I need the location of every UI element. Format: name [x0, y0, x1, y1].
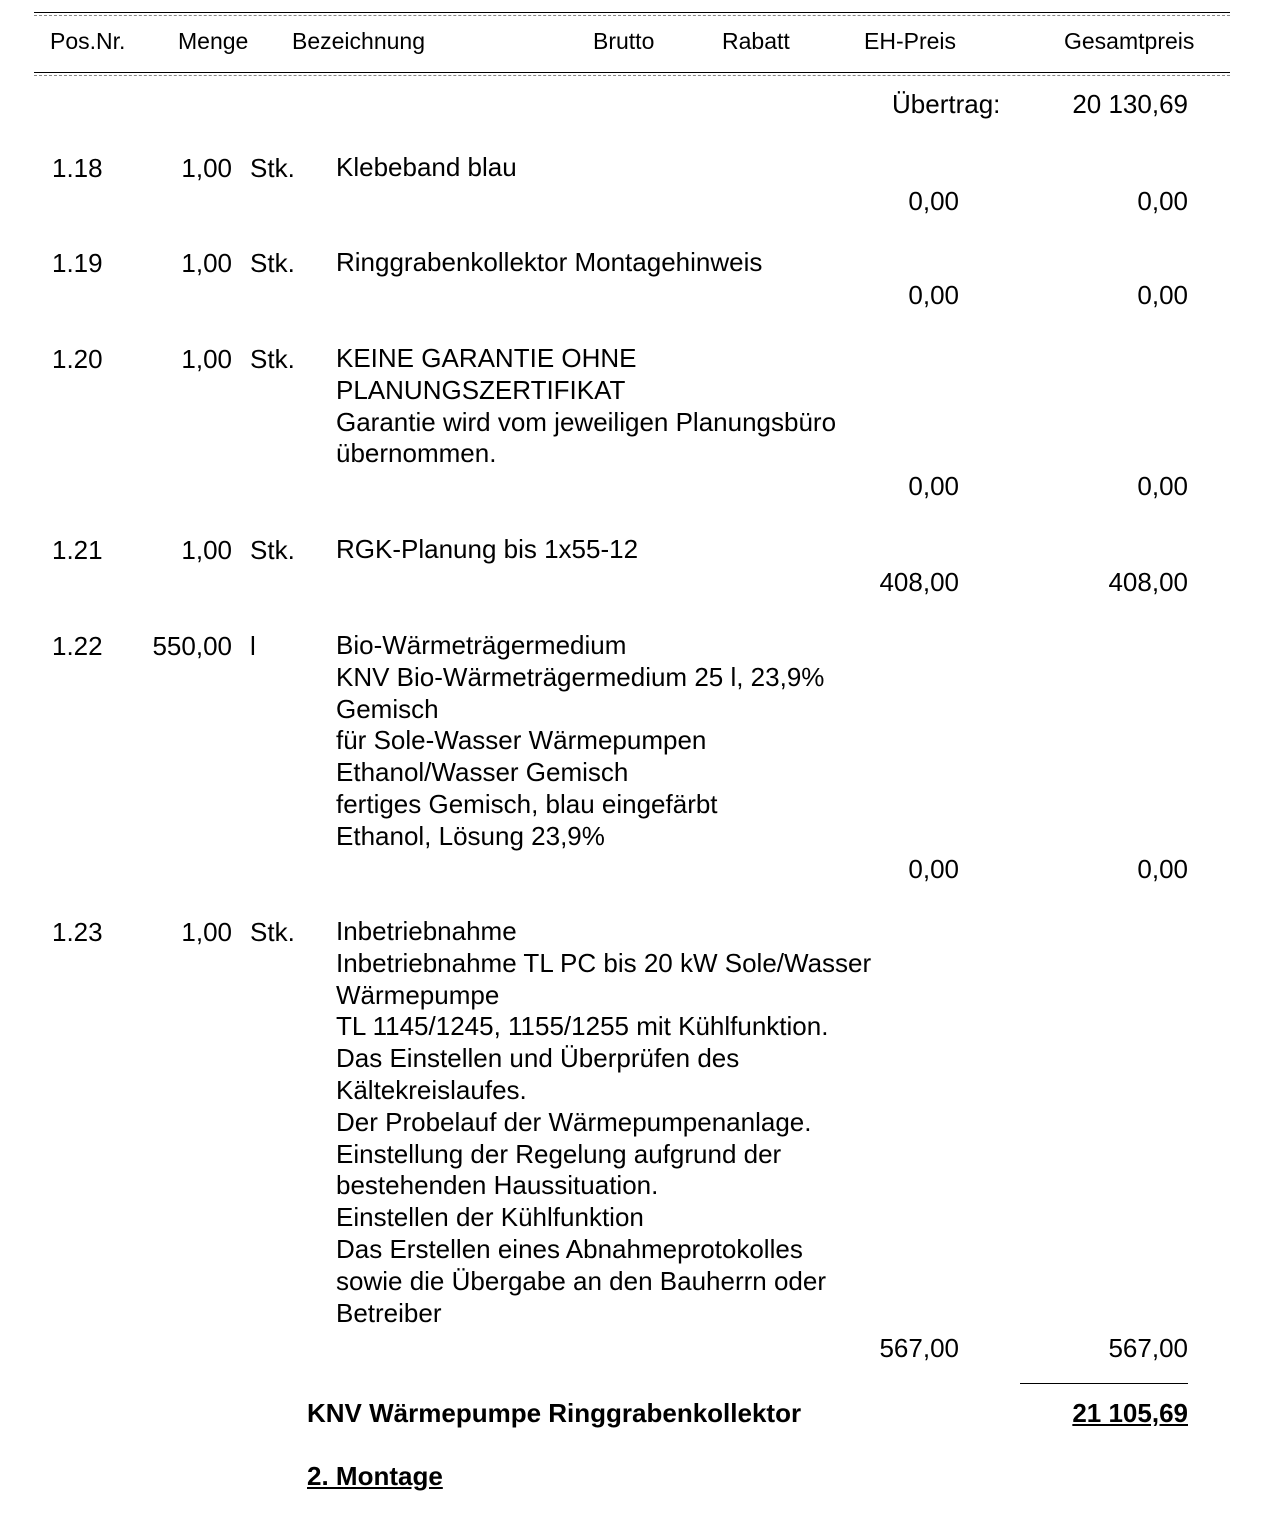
- item-description-line: Klebeband blau: [336, 152, 517, 182]
- item-pos: 1.21: [52, 535, 103, 565]
- item-unit: Stk.: [250, 153, 295, 183]
- carry-label: Übertrag:: [892, 89, 1001, 119]
- item-pos: 1.22: [52, 631, 103, 661]
- item-description-line: RGK-Planung bis 1x55-12: [336, 534, 639, 564]
- item-description-line: Kältekreislaufes.: [336, 1074, 527, 1105]
- item-description-line: Ringgrabenkollektor Montagehinweis: [336, 247, 763, 277]
- carry-value: 20 130,69: [1072, 89, 1188, 119]
- item-qty: 1,00: [181, 248, 232, 278]
- item-description-line: Garantie wird vom jeweiligen Planungsbüro: [336, 406, 837, 437]
- item-unit: Stk.: [250, 344, 295, 374]
- section-heading-montage: 2. Montage: [307, 1461, 443, 1491]
- item-pos: 1.19: [52, 248, 103, 278]
- item-description: [336, 630, 824, 853]
- item-description-line: sowie die Übergabe an den Bauherrn oder: [336, 1265, 827, 1296]
- item-unit: Stk.: [250, 535, 295, 565]
- item-description: [336, 247, 762, 279]
- item-description: [336, 152, 517, 184]
- item-description: [336, 343, 836, 470]
- header-bottom-rule: [34, 72, 1230, 73]
- item-qty: 1,00: [181, 153, 232, 183]
- item-eh-price: 0,00: [908, 854, 959, 884]
- item-description-line: Betreiber: [336, 1297, 442, 1328]
- col-header-rabatt: Rabatt: [722, 28, 790, 54]
- item-description-line: Bio-Wärmeträgermedium: [336, 630, 627, 660]
- col-header-eh-preis: EH-Preis: [864, 28, 957, 54]
- item-eh-price: 408,00: [879, 567, 959, 597]
- item-pos: 1.20: [52, 344, 103, 374]
- item-description-line: fertiges Gemisch, blau eingefärbt: [336, 788, 718, 819]
- col-header-pos: Pos.Nr.: [50, 28, 126, 54]
- item-description-line: Inbetriebnahme: [336, 916, 517, 946]
- subtotal-value: 21 105,69: [1072, 1398, 1188, 1428]
- item-description-line: Das Erstellen eines Abnahmeprotokolles: [336, 1233, 803, 1264]
- item-description-line: Wärmepumpe: [336, 979, 500, 1010]
- col-header-brutto: Brutto: [593, 28, 655, 54]
- item-unit: Stk.: [250, 917, 295, 947]
- item-description-line: Einstellen der Kühlfunktion: [336, 1202, 644, 1233]
- item-unit: l: [250, 631, 256, 661]
- item-description: [336, 916, 871, 1329]
- subtotal-rule: [1020, 1383, 1188, 1384]
- item-total: 0,00: [1137, 280, 1188, 310]
- item-eh-price: 0,00: [908, 186, 959, 216]
- item-eh-price: 0,00: [908, 280, 959, 310]
- item-qty: 1,00: [181, 917, 232, 947]
- item-total: 0,00: [1137, 471, 1188, 501]
- item-qty: 1,00: [181, 344, 232, 374]
- item-eh-price: 567,00: [879, 1333, 959, 1363]
- item-description-line: Ethanol/Wasser Gemisch: [336, 757, 629, 788]
- item-description-line: Gemisch: [336, 693, 439, 724]
- item-description-line: Das Einstellen und Überprüfen des: [336, 1043, 740, 1074]
- item-description-line: übernommen.: [336, 438, 497, 469]
- item-description-line: für Sole-Wasser Wärmepumpen: [336, 725, 707, 756]
- item-description-line: Der Probelauf der Wärmepumpenanlage.: [336, 1106, 812, 1137]
- item-description-line: Ethanol, Lösung 23,9%: [336, 820, 605, 851]
- item-description-line: Einstellung der Regelung aufgrund der: [336, 1138, 782, 1169]
- item-total: 0,00: [1137, 854, 1188, 884]
- item-qty: 1,00: [181, 535, 232, 565]
- item-description: [336, 534, 638, 566]
- item-description-line: KEINE GARANTIE OHNE: [336, 343, 637, 373]
- item-pos: 1.23: [52, 917, 103, 947]
- item-eh-price: 0,00: [908, 471, 959, 501]
- item-description-line: PLANUNGSZERTIFIKAT: [336, 374, 626, 405]
- item-description-line: Inbetriebnahme TL PC bis 20 kW Sole/Wasser: [336, 947, 872, 978]
- item-pos: 1.18: [52, 153, 103, 183]
- item-total: 567,00: [1108, 1333, 1188, 1363]
- col-header-menge: Menge: [178, 28, 249, 54]
- item-description-line: KNV Bio-Wärmeträgermedium 25 l, 23,9%: [336, 661, 825, 692]
- item-total: 408,00: [1108, 567, 1188, 597]
- col-header-bezeichnung: Bezeichnung: [292, 28, 425, 54]
- item-unit: Stk.: [250, 248, 295, 278]
- subtotal-label: KNV Wärmepumpe Ringgrabenkollektor: [307, 1398, 802, 1428]
- col-header-gesamtpreis: Gesamtpreis: [1064, 28, 1195, 54]
- header-top-rule: [34, 12, 1230, 13]
- item-description-line: TL 1145/1245, 1155/1255 mit Kühlfunktion.: [336, 1011, 829, 1042]
- item-total: 0,00: [1137, 186, 1188, 216]
- item-qty: 550,00: [152, 631, 232, 661]
- item-description-line: bestehenden Haussituation.: [336, 1170, 659, 1201]
